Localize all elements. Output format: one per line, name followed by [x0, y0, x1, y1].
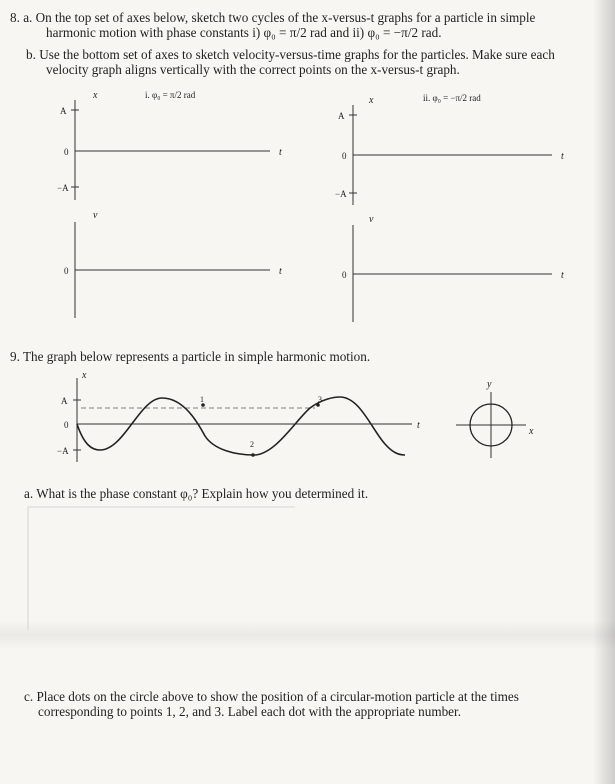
- q9a-question: a. What is the phase constant φ₀? Explain how you determined it.: [24, 486, 369, 501]
- tick-label-negA: −A: [57, 183, 69, 193]
- x-axis-label: x: [369, 95, 374, 106]
- graph-i-x-vs-t: [57, 90, 282, 200]
- point-1-label: 1: [200, 395, 204, 404]
- q8b-line1: b. Use the bottom set of axes to sketch velocity-versus-time graphs for the particles. Make sure each: [26, 47, 555, 62]
- graph-ii-label: ii. φ₀ = −π/2 rad: [423, 93, 481, 103]
- tick-label-negA: −A: [57, 446, 69, 456]
- tick-label-zero: 0: [64, 420, 69, 430]
- q8a-line2: harmonic motion with phase constants i) φ₀ = π/2 rad and ii) φ₀ = −π/2 rad.: [46, 25, 442, 40]
- q9-prompt: 9. The graph below represents a particle in simple harmonic motion.: [10, 349, 371, 364]
- t-axis-label: t: [561, 151, 564, 162]
- q9c-line1: c. Place dots on the circle above to show the position of a circular-motion particle at the times: [24, 689, 519, 704]
- tick-label-A: A: [60, 106, 67, 116]
- q8b-line2: velocity graph aligns vertically with the correct points on the x-versus-t graph.: [46, 62, 460, 77]
- shm-wave-curve: [77, 397, 405, 455]
- q8a-line1: 8. a. On the top set of axes below, sketch two cycles of the x-versus-t graphs for a particle in simple: [10, 10, 536, 25]
- x-axis-label: x: [82, 370, 87, 381]
- reference-circle-diagram: [456, 379, 534, 458]
- point-2-label: 2: [250, 440, 254, 449]
- t-axis-label: t: [279, 266, 282, 277]
- t-axis-label: t: [279, 147, 282, 158]
- graph-ii-v-vs-t: [342, 214, 564, 322]
- graph-i-label: i. φ₀ = π/2 rad: [145, 90, 196, 100]
- v-axis-label: v: [369, 214, 374, 225]
- tick-label-zero: 0: [64, 266, 69, 276]
- x-axis-label: x: [93, 90, 98, 101]
- v-axis-label: v: [93, 210, 98, 221]
- tick-label-A: A: [61, 396, 68, 406]
- tick-label-negA: −A: [335, 189, 347, 199]
- q9c-line2: corresponding to points 1, 2, and 3. Label each dot with the appropriate number.: [38, 704, 461, 719]
- tick-label-zero: 0: [64, 147, 69, 157]
- circle-x-label: x: [529, 426, 534, 437]
- t-axis-label: t: [417, 420, 420, 431]
- graph-ii-x-vs-t: [335, 93, 564, 205]
- graph-i-v-vs-t: [64, 210, 282, 318]
- circle-y-label: y: [487, 379, 492, 390]
- tick-label-zero: 0: [342, 270, 347, 280]
- t-axis-label: t: [561, 270, 564, 281]
- tick-label-zero: 0: [342, 151, 347, 161]
- point-3-label: 3: [318, 395, 322, 404]
- tick-label-A: A: [338, 111, 345, 121]
- q9-shm-graph: [57, 370, 420, 462]
- point-2-dot: [251, 453, 255, 457]
